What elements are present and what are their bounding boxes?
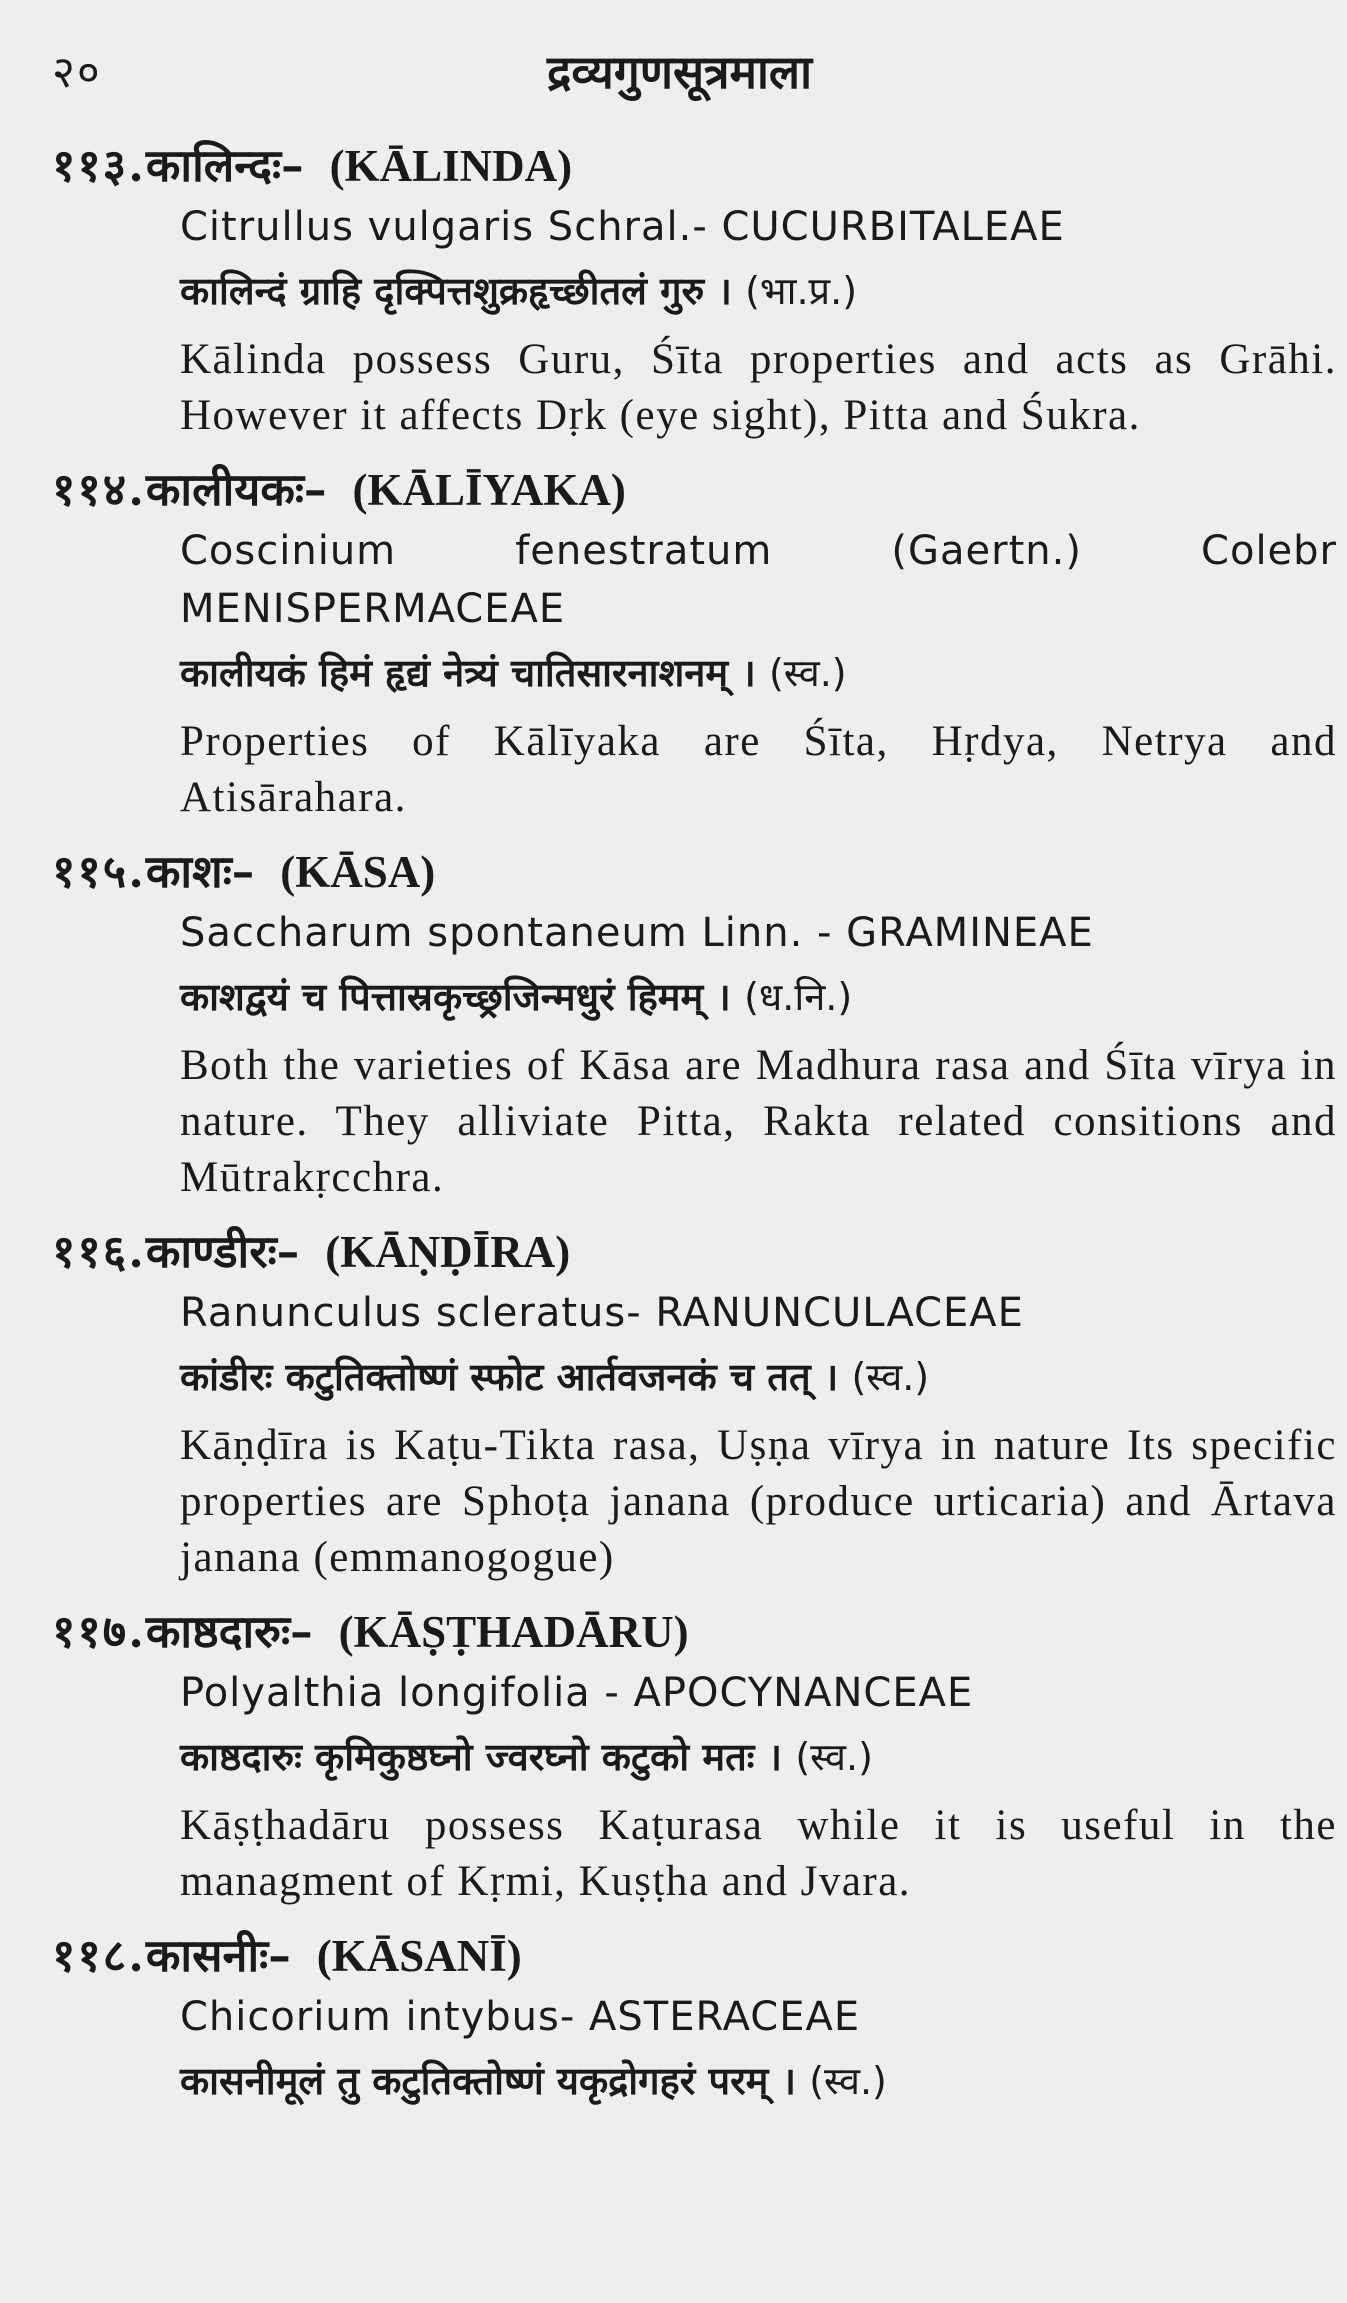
entry-sanskrit-name: काष्ठदारुः– xyxy=(145,1605,313,1658)
botanical-name: Saccharum spontaneum Linn. - GRAMINEAE xyxy=(180,910,1094,956)
entry-heading xyxy=(52,840,1337,904)
botanical-name: Citrullus vulgaris Schral.- CUCURBITALEAE xyxy=(180,204,1065,250)
entry-116 xyxy=(52,1220,1337,1586)
entry-description: Kāṇḍīra is Kaṭu-Tikta rasa, Uṣṇa vīrya in nature Its specific properties are Sphoṭa janana (produce urticaria) and Ārtava janana (emmanogogue) xyxy=(180,1422,1337,1581)
entry-number: ११५. xyxy=(52,845,146,898)
page-number: २० xyxy=(52,47,102,98)
sanskrit-verse xyxy=(180,2050,1337,2112)
sanskrit-verse xyxy=(180,642,1337,704)
entry-number: ११८. xyxy=(52,1929,146,1982)
entry-sanskrit-name: कालिन्दः– xyxy=(145,139,304,192)
entry-sanskrit-name: कासनीः– xyxy=(145,1929,291,1982)
entry-heading xyxy=(52,1220,1337,1284)
verse-text: कांडीरः कटुतिक्तोष्णं स्फोट आर्तवजनकं च तत् । xyxy=(180,1355,839,1399)
entry-number: ११६. xyxy=(52,1225,146,1278)
entry-117 xyxy=(52,1600,1337,1910)
entry-heading xyxy=(52,134,1337,198)
botanical-name: Ranunculus scleratus- RANUNCULACEAE xyxy=(180,1290,1024,1336)
verse-text: कासनीमूलं तु कटुतिक्तोष्णं यकृद्रोगहरं परम् । xyxy=(180,2059,796,2103)
verse-text: कालीयकं हिमं हृद्यं नेत्र्यं चातिसारनाशनम् । xyxy=(180,651,756,695)
sanskrit-verse xyxy=(180,260,1337,322)
entry-number: ११३. xyxy=(52,139,146,192)
entry-118 xyxy=(52,1924,1337,2112)
entry-114 xyxy=(52,458,1337,826)
entry-115 xyxy=(52,840,1337,1206)
botanical-name: Coscinium fenestratum (Gaertn.) Colebr MENISPERMACEAE xyxy=(180,528,1337,632)
botanical-name: Chicorium intybus- ASTERACEAE xyxy=(180,1994,861,2040)
verse-source: (स्व.) xyxy=(809,2059,887,2103)
entry-heading xyxy=(52,1600,1337,1664)
entry-roman-name: (KĀṆḌĪRA) xyxy=(325,1227,571,1277)
entry-roman-name: (KĀLĪYAKA) xyxy=(352,465,626,515)
entry-heading xyxy=(52,1924,1337,1988)
entry-heading xyxy=(52,458,1337,522)
verse-text: काशद्वयं च पित्तास्रकृच्छ्रजिन्मधुरं हिमम् । xyxy=(180,975,731,1019)
verse-source: (स्व.) xyxy=(851,1355,930,1399)
botanical-name: Polyalthia longifolia - APOCYNANCEAE xyxy=(180,1670,974,1716)
page-header xyxy=(52,40,1307,110)
entry-roman-name: (KĀLINDA) xyxy=(329,141,573,191)
entry-description: Kāṣṭhadāru possess Kaṭurasa while it is useful in the managment of Kṛmi, Kuṣṭha and Jvara. xyxy=(180,1802,1337,1905)
entry-roman-name: (KĀSA) xyxy=(280,847,436,897)
entry-description: Both the varieties of Kāsa are Madhura rasa and Śīta vīrya in nature. They alliviate Pitta, Rakta related consitions and Mūtrakṛcchra. xyxy=(180,1042,1337,1201)
entry-number: ११४. xyxy=(52,463,146,516)
sanskrit-verse xyxy=(180,1346,1337,1408)
verse-source: (भा.प्र.) xyxy=(745,269,858,313)
verse-source: (ध.नि.) xyxy=(744,975,853,1019)
running-title: द्रव्यगुणसूत्रमाला xyxy=(546,45,812,99)
entry-description: Properties of Kālīyaka are Śīta, Hṛdya, Netrya and Atisārahara. xyxy=(180,718,1337,821)
entry-sanskrit-name: काशः– xyxy=(145,845,255,898)
entry-sanskrit-name: काण्डीरः– xyxy=(145,1225,300,1278)
entry-roman-name: (KĀṢṬHADĀRU) xyxy=(338,1607,689,1657)
verse-text: कालिन्दं ग्राहि दृक्पित्तशुक्रहृच्छीतलं गुरु । xyxy=(180,269,732,313)
verse-text: काष्ठदारुः कृमिकुष्ठघ्नो ज्वरघ्नो कटुको मतः । xyxy=(180,1735,783,1779)
verse-source: (स्व.) xyxy=(768,651,847,695)
entry-sanskrit-name: कालीयकः– xyxy=(145,463,327,516)
entry-number: ११७. xyxy=(52,1605,146,1658)
sanskrit-verse xyxy=(180,1726,1337,1788)
entry-roman-name: (KĀSANĪ) xyxy=(316,1931,522,1981)
entry-list xyxy=(52,120,1337,2112)
sanskrit-verse xyxy=(180,966,1337,1028)
entry-description: Kālinda possess Guru, Śīta properties and acts as Grāhi. However it affects Dṛk (eye sight), Pitta and Śukra. xyxy=(180,336,1337,439)
verse-source: (स्व.) xyxy=(795,1735,873,1779)
entry-113 xyxy=(52,134,1337,444)
